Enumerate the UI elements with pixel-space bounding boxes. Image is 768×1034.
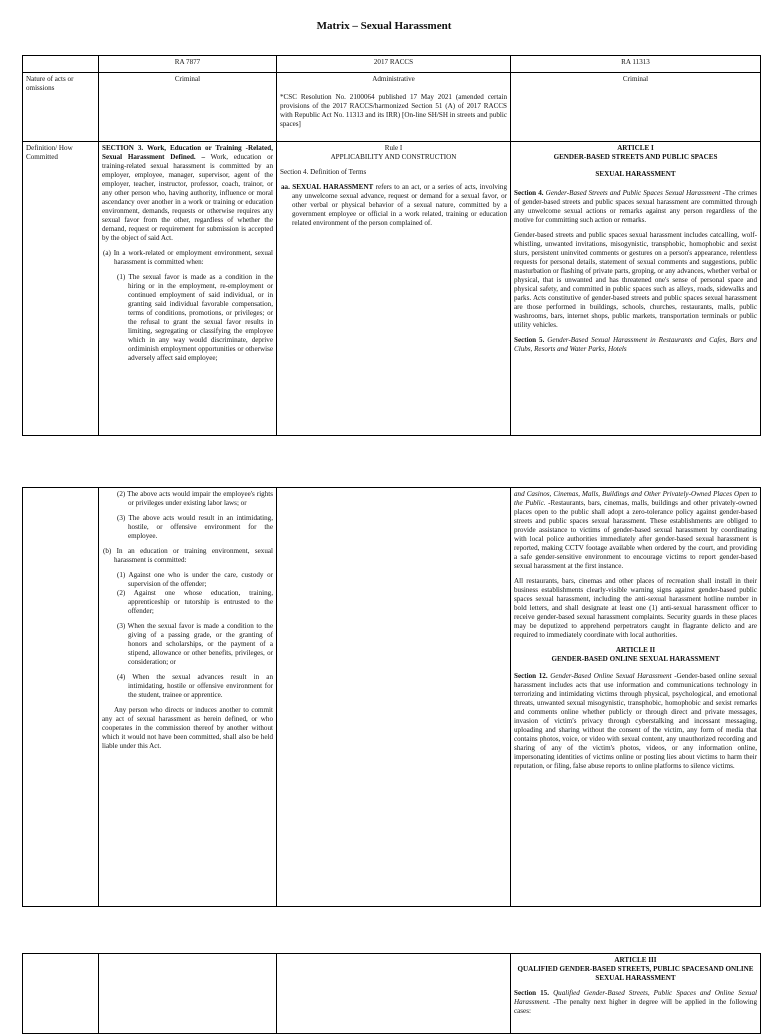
ra11313-article-2-title: GENDER-BASED ONLINE SEXUAL HARASSMENT — [551, 655, 720, 663]
nature-label: Nature of acts or omissions — [23, 73, 99, 142]
ra11313-sec5-text: -Restaurants, bars, cinemas, malls, buildings and other privately-owned places open to the public shall adopt a zero-tolerance policy against gender-based streets and public spaces sexual harassment. These establishments are obliged to provide assistance to victims of gender-based sexual harassment by coordinating with local police authorities immediately after gender-based sexual harassment is reported, making CCTV footage available when ordered by the court, and providing a safe gender-sensitive environment to encourage victims to report gender-based sexual harassment at the first instance. — [514, 499, 757, 570]
ra11313-sexual-harassment-heading: SEXUAL HARASSMENT — [595, 170, 676, 178]
ra11313-sec4-label: Section 4. — [514, 189, 544, 197]
ra11313-sec4-title: Gender-Based Streets and Public Spaces Sexual Harassment — [545, 189, 721, 197]
matrix-table-page-1 — [22, 55, 761, 436]
ra11313-article-1-title: GENDER-BASED STREETS AND PUBLIC SPACES — [553, 153, 718, 161]
ra11313-sec4-text: -The crimes of gender-based streets and public spaces sexual harassment are committed through any unwelcome sexual actions or remarks against any person regardless of the motive for committing such action or remarks. — [514, 189, 757, 224]
raccs-section-4: Section 4. Definition of Terms — [280, 168, 367, 176]
qualified-row — [23, 954, 761, 1034]
qualified-label-cell — [23, 954, 99, 1034]
header-ra7877: RA 7877 — [99, 56, 277, 73]
continuation-ra7877-cell — [99, 488, 277, 907]
ra11313-sec5-title-cont: and Casinos, Cinemas, Malls, Buildings and Other Privately-Owned Places Open to the Public. — [514, 490, 757, 507]
ra7877-clause-a: (a) In a work-related or employment environment, sexual harassment is committed when: — [103, 249, 273, 266]
raccs-aa-text: refers to an act, or a series of acts, involving any unwelcome sexual advance, request or demand for a sexual favor, or other verbal or physical behavior of a sexual nature, committed by a government employee or official in a work related, training or education related environment of the person complained of. — [292, 183, 507, 227]
qualified-raccs-cell — [277, 954, 511, 1034]
ra7877-section-3-text: Work, education or training-related sexual harassment is committed by an employer, employee, manager, supervisor, agent of the employer, teacher, instructor, professor, coach, trainor, or any other person who, having authority, influence or moral ascendancy over another in a work or training or education environment, demands, requests or otherwise requires any sexual favor from the other, regardless of whether the demand, request or requirement for submission is accepted by the object of said Act. — [102, 153, 273, 242]
ra7877-clause-b: (b) In an education or training environment, sexual harassment is committed: — [103, 547, 273, 564]
ra11313-sec5-label: Section 5. — [514, 336, 545, 344]
nature-raccs-cell — [277, 73, 511, 142]
ra7877-clause-a3: (3) The above acts would result in an intimidating, hostile, or offensive environment for the employee. — [117, 514, 273, 540]
qualified-ra11313-cell — [511, 954, 761, 1034]
ra11313-sec5-paragraph-2: All restaurants, bars, cinemas and other places of recreation shall install in their business establishments clearly-visible warning signs against gender-based public spaces sexual harassment, including the anti-sexual harassment hotline number in bold letters, and shall designate at least one (1) anti-sexual harassment officer to receive gender-based sexual harassment complaints. Security guards in these places may be deputized to apprehend perpetrators caught in flagrante delicto and are required to immediately coordinate with local authorities. — [514, 577, 757, 639]
raccs-rule-number: Rule I — [384, 144, 403, 152]
ra7877-clause-b1: (1) Against one who is under the care, custody or supervision of the offender; — [117, 571, 273, 588]
nature-raccs: Administrative — [372, 75, 415, 83]
ra11313-sec15-title: Qualified Gender-Based Streets, Public Spaces and Online Sexual Harassment. — [514, 989, 757, 1006]
ra7877-clause-b4: (4) When the sexual advances result in an intimidating, hostile or offensive environment for the student, trainee or apprentice. — [117, 673, 273, 699]
ra11313-article-2: ARTICLE II — [615, 646, 656, 654]
header-empty-cell — [23, 56, 99, 73]
nature-row — [23, 73, 761, 142]
ra7877-clause-b3: (3) When the sexual favor is made a condition to the giving of a passing grade, or the granting of honors and scholarships, or the payment of a stipend, allowance or other benefits, privileges, or consideration; or — [117, 622, 273, 666]
ra11313-sec12-label: Section 12. — [514, 672, 548, 680]
ra7877-section-3-heading: SECTION 3. Work, Education or Training -Related, Sexual Harassment Defined. – — [102, 144, 273, 161]
continuation-row — [23, 488, 761, 907]
matrix-table-page-2 — [22, 487, 761, 907]
ra11313-sec12-text: -Gender-based online sexual harassment includes acts that use information and communications technology in terrorizing and intimidating victims through physical, psychological, and emotional threats, unwanted sexual misogynistic, transphobic, homophobic and sexist remarks and comments online whether publicly or through direct and private messages, invasion of victim's privacy through cyberstalking and incessant messaging, uploading and sharing without the consent of the victim, any form of media that contains photos, voice, or video with sexual content, any unauthorized recording and sharing of any of the victim's photos, videos, or any information online, impersonating identities of victims online or posting lies about victims to harm their reputation, or filing, false abuse reports to online platforms to silence victims. — [514, 672, 757, 770]
ra11313-sec15-label: Section 15. — [514, 989, 549, 997]
ra11313-article-1: ARTICLE I — [617, 144, 654, 152]
definition-ra11313-cell — [511, 142, 761, 436]
document-title: Matrix – Sexual Harassment — [316, 20, 452, 32]
definition-row — [23, 142, 761, 436]
ra11313-article-3-title: QUALIFIED GENDER-BASED STREETS, PUBLIC SPACESAND ONLINE SEXUAL HARASSMENT — [517, 965, 754, 982]
ra7877-any-person-clause: Any person who directs or induces another to commit any act of sexual harassment as herein defined, or who cooperates in the commission thereof by another without which it would not have been committed, shall also be held liable under this Act. — [102, 706, 273, 750]
header-2017-raccs: 2017 RACCS — [277, 56, 511, 73]
ra11313-sec12-title: Gender-Based Online Sexual Harassment — [550, 672, 672, 680]
ra11313-sec5-title: Gender-Based Sexual Harassment in Restaurants and Cafes, Bars and Clubs, Resorts and Water Parks, Hotels — [514, 336, 757, 353]
definition-label: Definition/ How Committed — [23, 142, 99, 436]
raccs-rule-title: APPLICABILITY AND CONSTRUCTION — [330, 153, 457, 161]
ra11313-sec4-paragraph-2: Gender-based streets and public spaces sexual harassment includes catcalling, wolf-whistling, unwanted invitations, misogynistic, transphobic, homophobic and sexist slurs, persistent uninvited comments or gestures on a person's appearance, relentless requests for personal details, statement of sexual comments and suggestions, public masturbation or flashing of private parts, groping, or any advances, whether verbal or physical, that is unwanted and has threatened one's sense of personal space and physical safety, and committed in public spaces such as alleys, roads, sidewalks and parks. Acts constitutive of gender-based streets and public spaces sexual harassment are those performed in buildings, schools, churches, restaurants, malls, public washrooms, bars, internet shops, public markets, transportation terminals or public utility vehicles. — [514, 231, 757, 329]
raccs-csc-note: *CSC Resolution No. 2100064 published 17 May 2021 (amended certain provisions of the 2017 RACCS/harmonized Section 51 (A) of 2017 RACCS with Republic Act No. 11313 and its IRR) [On-line SH/SH in streets and public spaces] — [280, 93, 507, 128]
qualified-ra7877-cell — [99, 954, 277, 1034]
raccs-aa-label: aa. SEXUAL HARASSMENT — [281, 183, 374, 191]
ra7877-clause-a1: (1) The sexual favor is made as a condition in the hiring or in the employment, re-employment or continued employment of said individual, or in granting said individual favorable compensation, terms of conditions, promotions, or privileges; or the refusal to grant the sexual favor results in limiting, segregating or classifying the employee which in any way would discriminate, deprive ordiminish employment opportunities or otherwise adversely affect said employee; — [117, 273, 273, 362]
table-header-row — [23, 56, 761, 73]
definition-ra7877-cell — [99, 142, 277, 436]
definition-raccs-cell — [277, 142, 511, 436]
ra11313-article-3: ARTICLE III — [614, 956, 657, 964]
ra7877-clause-b2: (2) Against one whose education, training, apprenticeship or tutorship is entrusted to the offender; — [117, 589, 273, 615]
continuation-raccs-cell — [277, 488, 511, 907]
continuation-label-cell — [23, 488, 99, 907]
nature-ra11313: Criminal — [511, 73, 761, 142]
ra11313-sec15-text: -The penalty next higher in degree will be applied in the following cases: — [514, 998, 757, 1015]
matrix-table-page-3 — [22, 953, 761, 1034]
ra7877-clause-a2: (2) The above acts would impair the employee's rights or privileges under existing labor laws; or — [117, 490, 273, 507]
nature-ra7877: Criminal — [99, 73, 277, 142]
continuation-ra11313-cell — [511, 488, 761, 907]
header-ra11313: RA 11313 — [511, 56, 761, 73]
